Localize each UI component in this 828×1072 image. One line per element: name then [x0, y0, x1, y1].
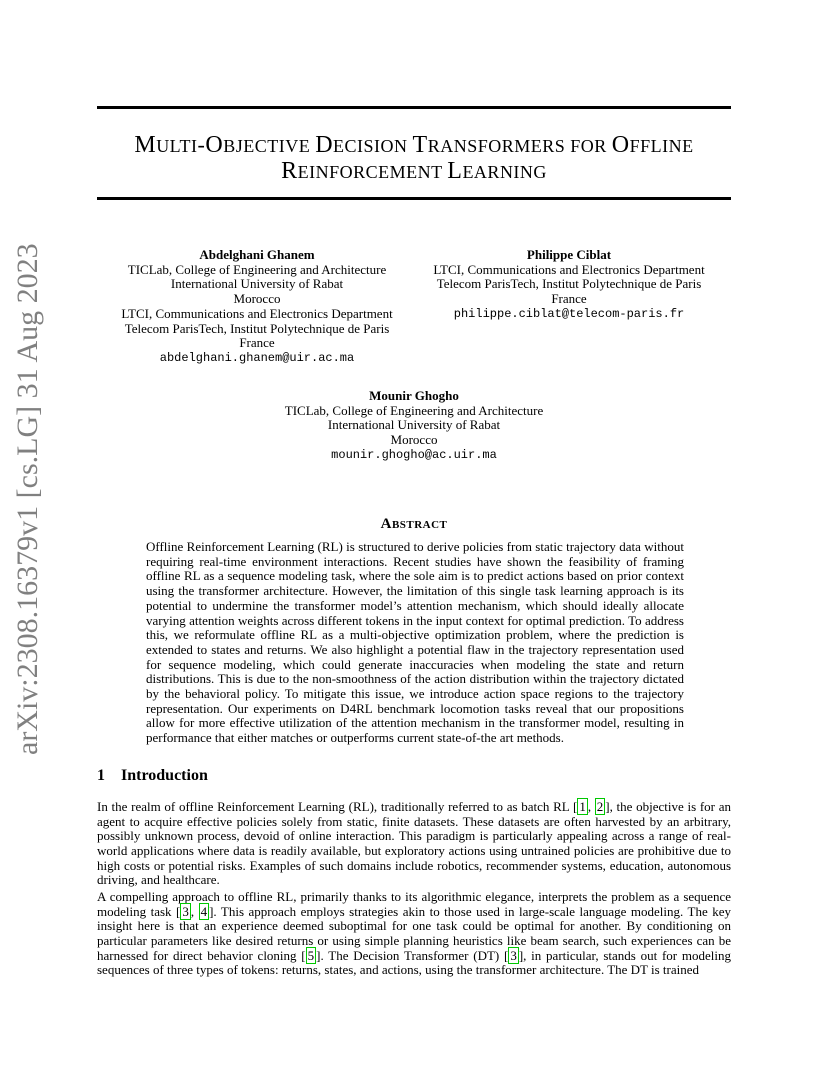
title-smallcaps: BJECTIVE	[223, 136, 316, 156]
citation-link[interactable]: 2	[596, 799, 604, 814]
abstract-text: Offline Reinforcement Learning (RL) is structured to derive policies from static trajectory data without requiring real-time environment interactions. Recent studies have shown the feasibility of framing offline RL as a sequence modeling task, where the sole aim is to predict actions based on prior context using the transformer architecture. However, the limitation of this single task learning approach is its potential to undermine the transformer model’s attention mechanism, which should ideally allocate varying attention weights across different tokens in the input context for optimal prediction. To address this, we reformulate offline RL as a multi-objective optimization problem, where the prediction is extended to states and returns. We also highlight a potential flaw in the trajectory representation used for sequence modeling, which could generate inaccuracies when modeling the state and return distributions. This is due to the non-smoothness of the action distribution within the trajectory dictated by the behavioral policy. To mitigate this issue, we introduce action space regions to the trajectory representation. Our experiments on D4RL benchmark locomotion tasks reveal that our propositions allow for more effective utilization of the attention mechanism in the transformer model, resulting in performance that either matches or outperforms current state-of-the art methods.	[146, 539, 684, 746]
section-heading-introduction: 1 Introduction	[97, 767, 208, 784]
title-rule-bottom	[97, 197, 731, 200]
title-smallcaps: ECISION	[333, 136, 413, 156]
title-smallcaps: RANSFORMERS FOR	[427, 136, 612, 156]
author-affiliation: LTCI, Communications and Electronics Department	[121, 305, 393, 321]
author-name: Philippe Ciblat	[526, 247, 612, 262]
author-email[interactable]: philippe.ciblat@telecom-paris.fr	[453, 306, 685, 321]
citation-link[interactable]: 3	[510, 947, 517, 963]
title-initial: D	[315, 132, 334, 158]
author-affiliation: France	[239, 335, 275, 351]
title-initial: T	[412, 132, 428, 158]
author-affiliation: TICLab, College of Engineering and Architecture	[127, 261, 387, 277]
author-affiliation: LTCI, Communications and Electronics Department	[433, 261, 705, 277]
author-block-2	[414, 248, 724, 322]
title-initial: M	[134, 132, 157, 158]
author-block-1	[100, 248, 414, 366]
author-affiliation: Morocco	[233, 291, 281, 307]
citation-link[interactable]: 5	[307, 947, 315, 963]
author-block-3	[260, 389, 568, 463]
author-affiliation: International University of Rabat	[327, 417, 501, 433]
author-email[interactable]: abdelghani.ghanem@uir.ac.ma	[159, 350, 355, 365]
author-affiliation: Morocco	[390, 432, 438, 448]
author-email[interactable]: mounir.ghogho@ac.uir.ma	[331, 447, 497, 462]
title-initial: O	[205, 132, 224, 158]
arxiv-sidebar-stamp: arXiv:2308.16379v1 [cs.LG] 31 Aug 2023	[11, 243, 44, 755]
abstract-heading: ABSTRACT	[380, 516, 448, 532]
citation-link[interactable]: 4	[200, 903, 208, 919]
paper-title-line-1	[97, 132, 731, 159]
author-name: Abdelghani Ghanem	[199, 247, 315, 262]
title-initial: L	[447, 158, 463, 184]
citation-link[interactable]: 3	[182, 903, 189, 919]
title-char: -	[197, 132, 206, 157]
author-affiliation: Telecom ParisTech, Institut Polytechnique de Paris	[436, 276, 702, 292]
author-name: Mounir Ghogho	[369, 388, 459, 403]
intro-paragraph-2: A compelling approach to offline RL, primarily thanks to its algorithmic elegance, interprets the problem as a sequence modeling task [ 3 , 4 ]. This approach employs strategies akin to those used in large-scale language modeling. The key insight here is that an experience deemed suboptimal for one task could be optimal for another. By conditioning on particular parameters like desired returns or using simple planning heuristics like beam search, such experiences can be harnessed for direct behavior cloning [ 5 ]. The Decision Transformer (DT) [ 3 ], in particular, stands out for modeling sequences of three types of tokens: returns, states, and actions, using the transformer architecture. The DT is trained	[97, 889, 732, 978]
title-initial: O	[611, 132, 630, 158]
citation-link[interactable]: 1	[579, 799, 586, 814]
title-rule-top	[97, 106, 731, 109]
title-smallcaps: FFLINE	[629, 136, 694, 156]
author-affiliation: Telecom ParisTech, Institut Polytechnique de Paris	[124, 320, 390, 336]
author-affiliation: France	[551, 291, 587, 307]
title-smallcaps: ULTI	[156, 136, 198, 156]
title-smallcaps: EARNING	[462, 162, 547, 182]
paper-title-line-2	[97, 158, 731, 185]
title-smallcaps: EINFORCEMENT	[297, 162, 448, 182]
author-affiliation: TICLab, College of Engineering and Architecture	[284, 402, 544, 418]
title-initial: R	[281, 158, 298, 184]
intro-paragraph-1: In the realm of offline Reinforcement Learning (RL), traditionally referred to as batch RL [ 1 , 2 ], the objective is for an agent to acquire effective policies solely from static, finite datasets. These datasets are often harvested by an arbitrary, possibly unknown process, devoid of online interaction. This paradigm is particularly appealing across a range of real-world applications where data is readily available, but exploratory actions using untrained policies are prohibitive due to high costs or potential risks. Examples of such domains include robotics, recommender systems, education, autonomous driving, and healthcare.	[97, 799, 731, 888]
author-affiliation: International University of Rabat	[170, 276, 344, 292]
